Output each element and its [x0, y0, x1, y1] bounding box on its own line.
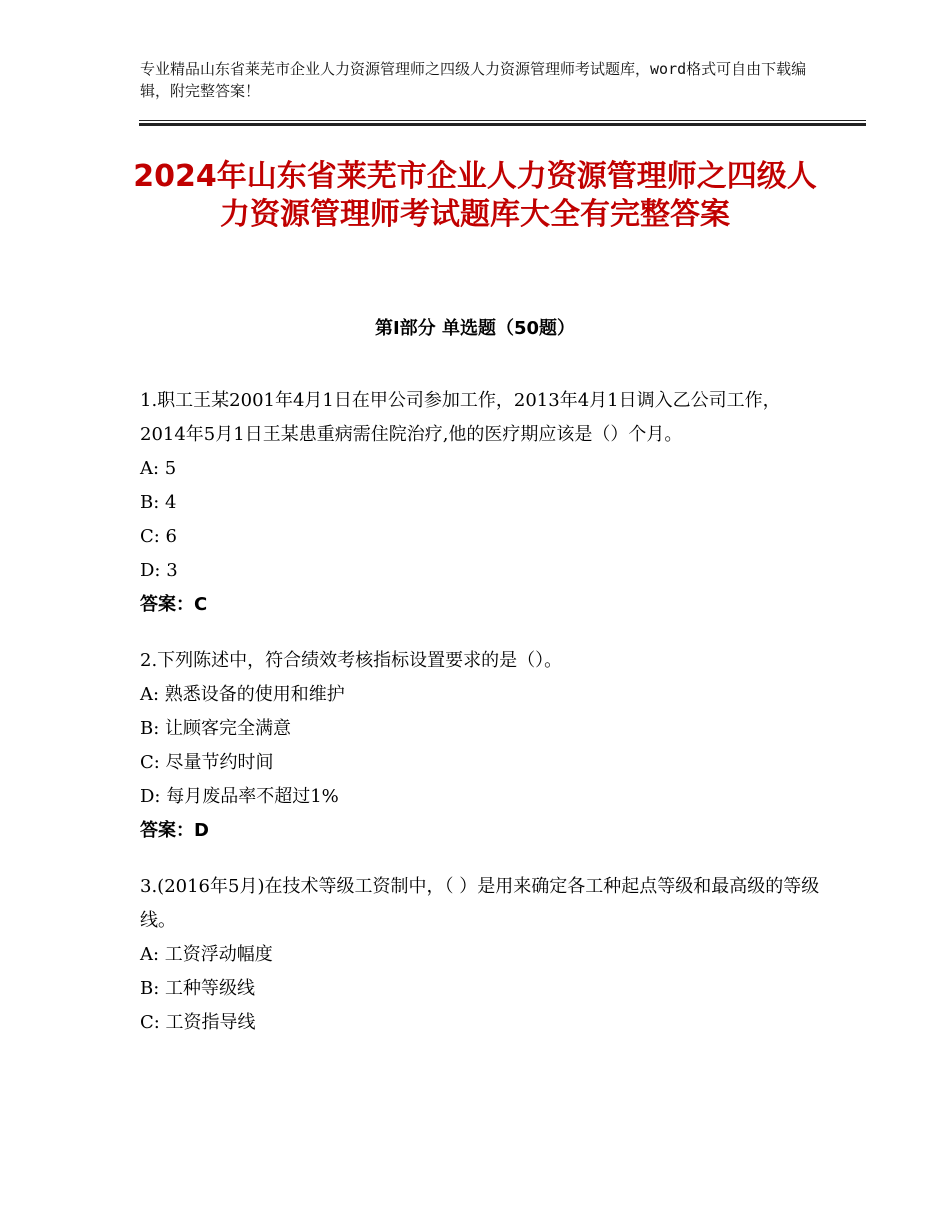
option-a: A: 工资浮动幅度 — [140, 944, 273, 965]
option-d: D: 每月废品率不超过1% — [140, 786, 339, 807]
question-3 — [140, 870, 820, 1040]
section-title: 第Ⅰ部分 单选题（50题） — [374, 318, 575, 339]
question-1 — [140, 384, 820, 622]
option-d: D: 3 — [140, 560, 178, 581]
question-stem: 1.职工王某2001年4月1日在甲公司参加工作，2013年4月1日调入乙公司工作，2014年5月1日王某患重病需住院治疗,他的医疗期应该是（）个月。 — [140, 390, 781, 445]
option-b: B: 4 — [140, 492, 177, 513]
document-title: 2024年山东省莱芜市企业人力资源管理师之四级人力资源管理师考试题库大全有完整答案 — [133, 159, 817, 232]
option-b: B: 让顾客完全满意 — [140, 718, 292, 739]
answer-label: 答案：D — [140, 820, 209, 841]
option-c: C: 工资指导线 — [140, 1012, 256, 1033]
option-c: C: 6 — [140, 526, 178, 547]
header-divider-thick — [139, 123, 866, 126]
header-note: 专业精品山东省莱芜市企业人力资源管理师之四级人力资源管理师考试题库，word格式可自由下载编辑，附完整答案！ — [140, 60, 807, 100]
option-a: A: 5 — [140, 458, 177, 479]
option-c: C: 尽量节约时间 — [140, 752, 274, 773]
header-divider-thin — [139, 120, 866, 121]
question-stem: 3.(2016年5月)在技术等级工资制中，（ ）是用来确定各工种起点等级和最高级的等级线。 — [140, 876, 820, 931]
option-a: A: 熟悉设备的使用和维护 — [140, 684, 345, 705]
question-2 — [140, 644, 820, 848]
question-list — [140, 384, 820, 1062]
answer-label: 答案：C — [140, 594, 208, 615]
option-b: B: 工种等级线 — [140, 978, 256, 999]
question-stem: 2.下列陈述中，符合绩效考核指标设置要求的是（）。 — [140, 650, 563, 671]
